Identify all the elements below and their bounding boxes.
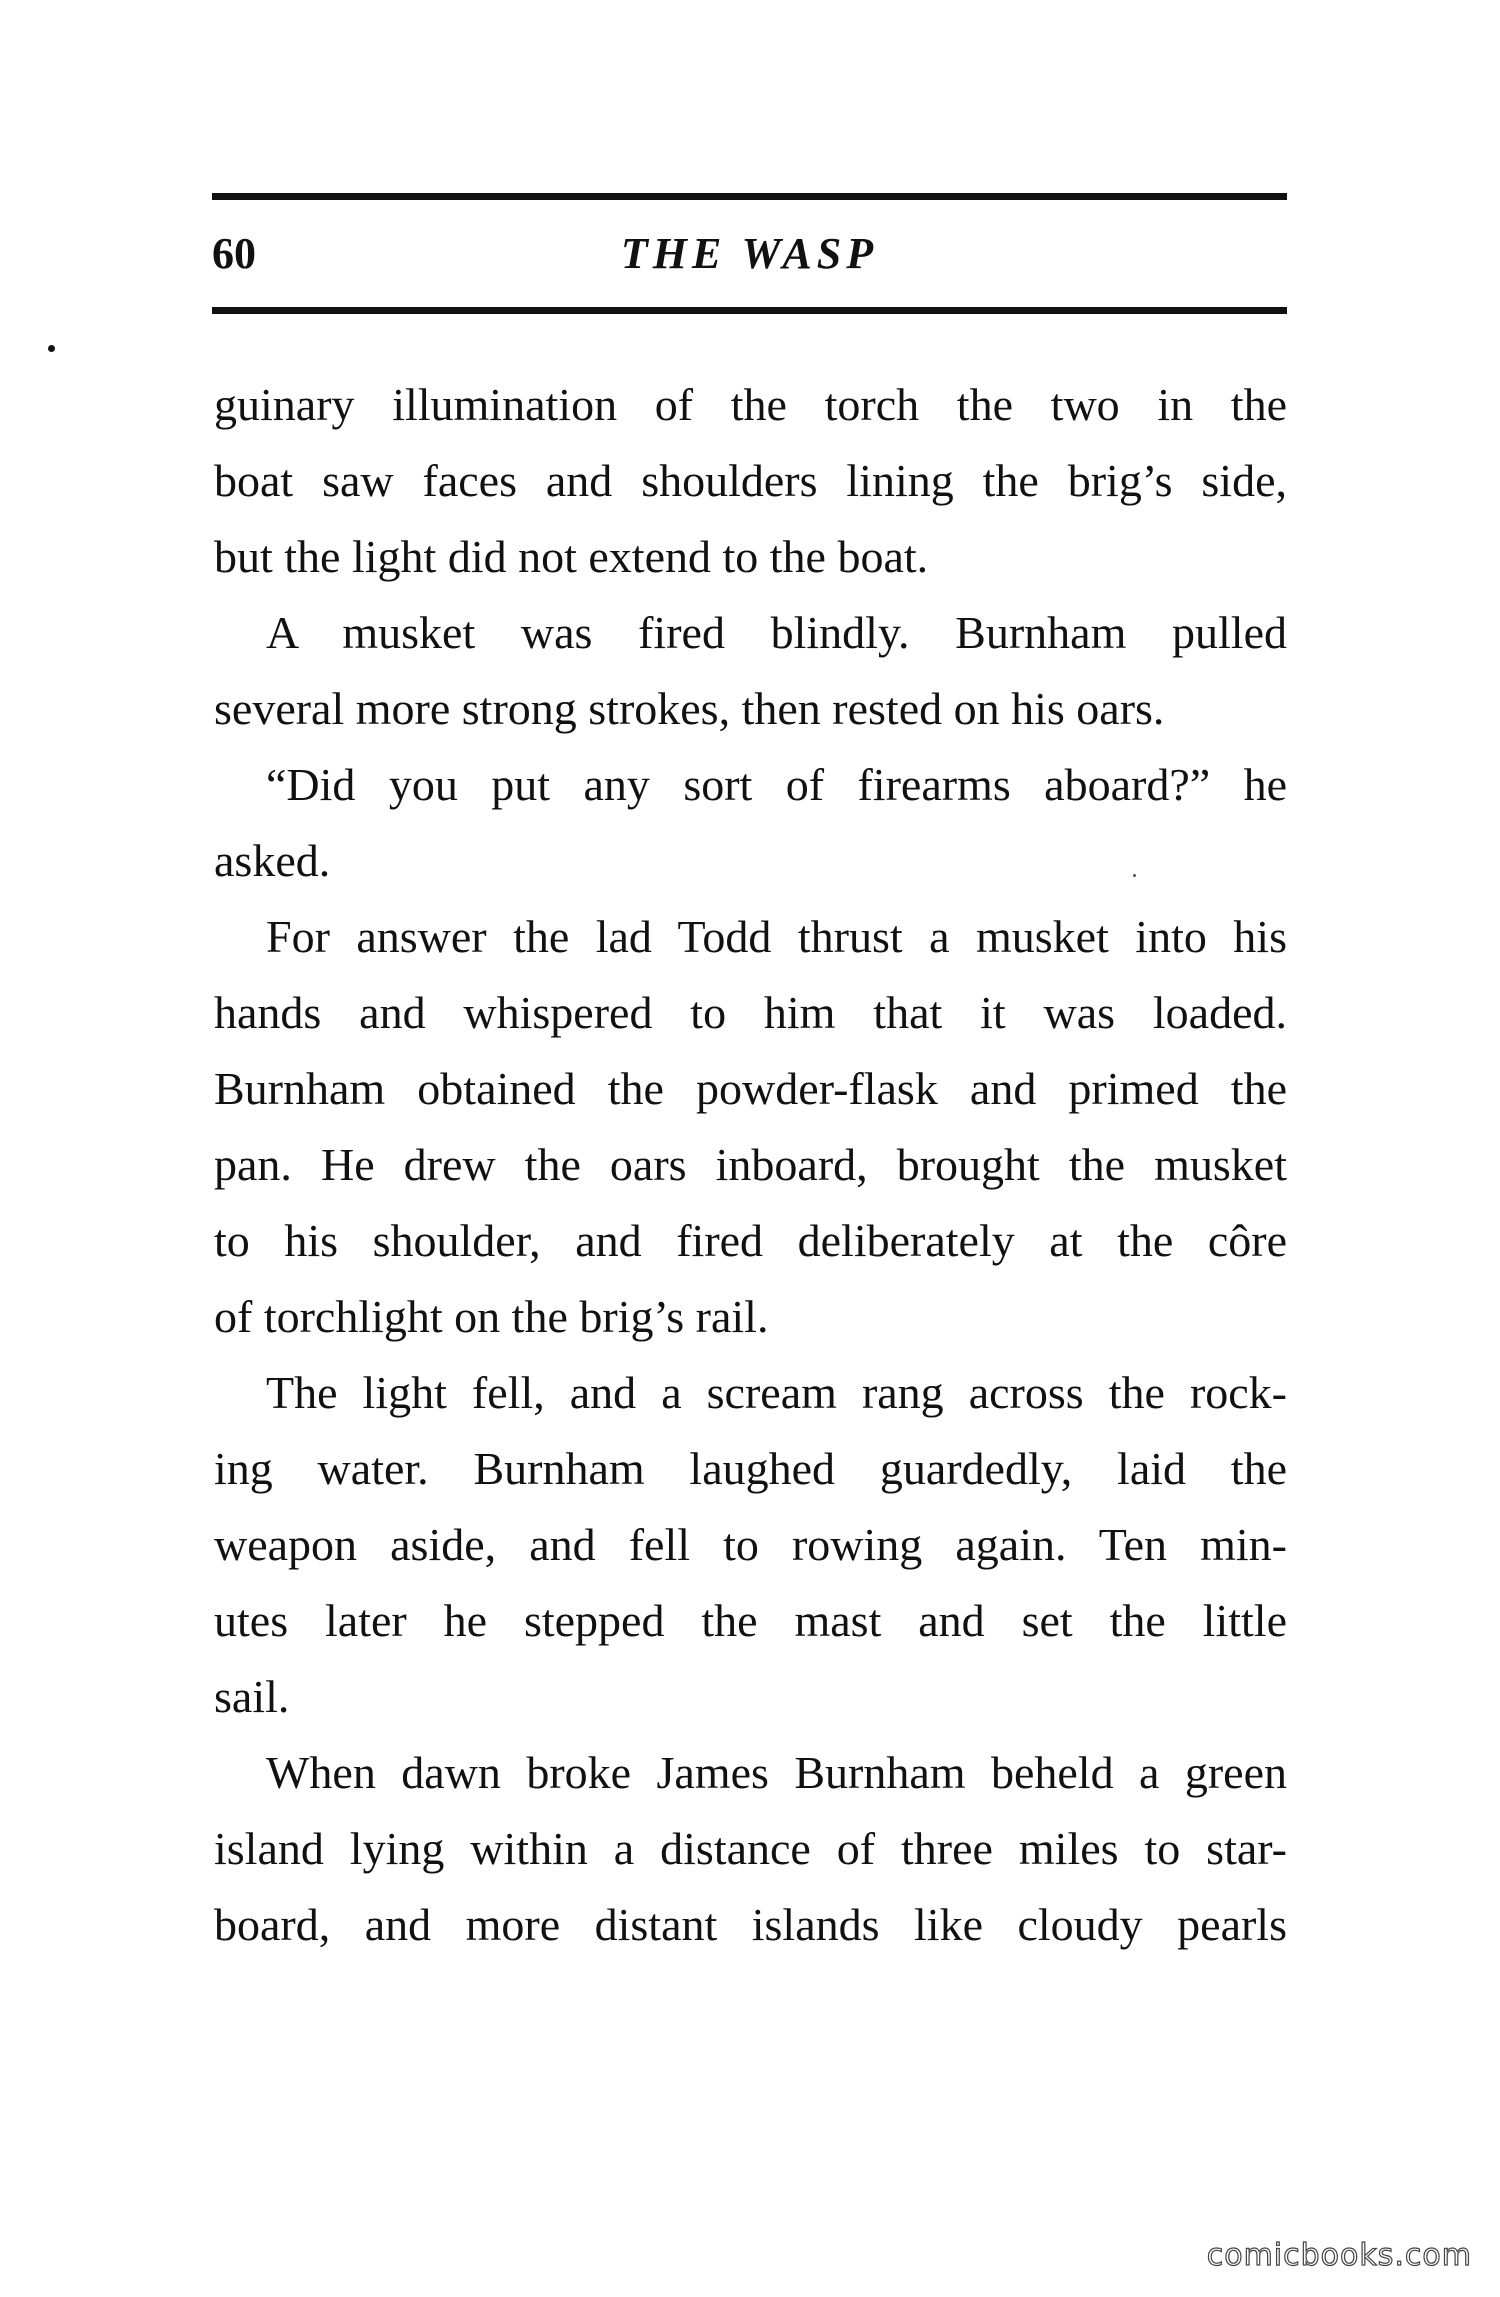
text-line: several more strong strokes, then rested on his oars.	[214, 683, 1165, 734]
text-line: board, and more distant islands like cloudy pearls	[214, 1899, 1287, 1950]
text-line: but the light did not extend to the boat.	[214, 531, 929, 582]
text-line: hands and whispered to him that it was loaded.	[214, 987, 1287, 1038]
header-bottom-rule	[212, 307, 1287, 314]
header-top-rule	[212, 193, 1287, 200]
text-line: Burnham obtained the powder-flask and primed the	[214, 1063, 1287, 1114]
margin-ink-mark	[48, 345, 55, 352]
running-header	[212, 214, 1287, 294]
text-line: boat saw faces and shoulders lining the brig’s side,	[214, 455, 1287, 506]
running-title: THE WASP	[620, 229, 879, 278]
text-line: “Did you put any sort of firearms aboard?” he	[266, 759, 1287, 810]
text-line: pan. He drew the oars inboard, brought the musket	[214, 1139, 1287, 1190]
text-line: asked.	[214, 835, 331, 886]
text-line: to his shoulder, and fired deliberately at the côre	[214, 1215, 1287, 1266]
text-line: A musket was fired blindly. Burnham pulled	[266, 607, 1287, 658]
body-text	[214, 367, 1287, 1963]
text-line: For answer the lad Todd thrust a musket into his	[266, 911, 1287, 962]
text-line: guinary illumination of the torch the two in the	[214, 379, 1287, 430]
text-line: utes later he stepped the mast and set the little	[214, 1595, 1287, 1646]
text-line: The light fell, and a scream rang across the rock-	[266, 1367, 1287, 1418]
text-line: of torchlight on the brig’s rail.	[214, 1291, 769, 1342]
watermark: comicbooks.com	[1206, 2238, 1472, 2273]
text-line: island lying within a distance of three miles to star-	[214, 1823, 1287, 1874]
text-line: When dawn broke James Burnham beheld a green	[266, 1747, 1287, 1798]
page-number: 60	[212, 229, 256, 278]
text-line: weapon aside, and fell to rowing again. Ten min-	[214, 1519, 1287, 1570]
text-line: sail.	[214, 1671, 290, 1722]
text-line: ing water. Burnham laughed guardedly, laid the	[214, 1443, 1287, 1494]
